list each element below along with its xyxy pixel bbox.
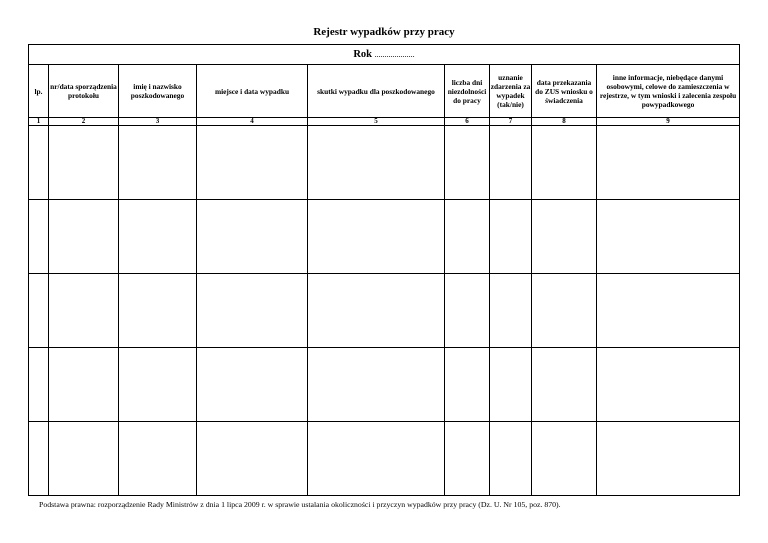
entry-cell[interactable] (29, 200, 49, 274)
entry-cell[interactable] (597, 200, 740, 274)
column-header-place-date: miejsce i data wypadku (197, 65, 308, 118)
column-header-other-info: inne informacje, niebędące danymi osobowymi, celowe do zamieszczenia w rejestrze, w tym wnioski i zalecenia zespołu powypadkowego (597, 65, 740, 118)
entry-cell[interactable] (445, 126, 490, 200)
column-number: 8 (532, 118, 597, 126)
entry-cell[interactable] (119, 200, 197, 274)
entry-cell[interactable] (197, 348, 308, 422)
entry-cell[interactable] (308, 274, 445, 348)
entry-cell[interactable] (29, 126, 49, 200)
entry-cell[interactable] (532, 274, 597, 348)
entry-cell[interactable] (532, 348, 597, 422)
entry-cell[interactable] (490, 348, 532, 422)
document-title: Rejestr wypadków przy pracy (313, 26, 455, 38)
table-row (29, 126, 740, 200)
column-number: 3 (119, 118, 197, 126)
column-header-effects: skutki wypadku dla poszkodowanego (308, 65, 445, 118)
column-number: 9 (597, 118, 740, 126)
column-header-protocol: nr/data sporządzenia protokołu (49, 65, 119, 118)
entry-cell[interactable] (490, 274, 532, 348)
table-row (29, 200, 740, 274)
entry-cell[interactable] (197, 126, 308, 200)
year-field[interactable]: .................... (374, 50, 415, 59)
entry-cell[interactable] (29, 422, 49, 496)
entry-cell[interactable] (197, 200, 308, 274)
entry-cell[interactable] (597, 348, 740, 422)
column-number: 2 (49, 118, 119, 126)
entry-cell[interactable] (119, 126, 197, 200)
entry-cell[interactable] (308, 422, 445, 496)
entry-cell[interactable] (49, 126, 119, 200)
column-number: 6 (445, 118, 490, 126)
entry-cell[interactable] (532, 422, 597, 496)
entry-cell[interactable] (49, 274, 119, 348)
entry-cell[interactable] (597, 274, 740, 348)
column-header-zus-date: data przekazania do ZUS wniosku o świadczenia (532, 65, 597, 118)
table-row (29, 348, 740, 422)
legal-basis-note: Podstawa prawna: rozporządzenie Rady Ministrów z dnia 1 lipca 2009 r. w sprawie ustalania okoliczności i przyczyn wypadków przy pracy (Dz. U. Nr 105, poz. 870). (39, 500, 561, 509)
entry-cell[interactable] (445, 348, 490, 422)
entry-cell[interactable] (532, 200, 597, 274)
column-number: 7 (490, 118, 532, 126)
entry-cell[interactable] (308, 126, 445, 200)
entry-cell[interactable] (490, 422, 532, 496)
entry-cell[interactable] (445, 200, 490, 274)
entry-cell[interactable] (29, 274, 49, 348)
entry-cell[interactable] (490, 200, 532, 274)
column-number: 1 (29, 118, 49, 126)
column-number: 4 (197, 118, 308, 126)
year-cell (29, 45, 740, 65)
entry-cell[interactable] (29, 348, 49, 422)
entry-cell[interactable] (532, 126, 597, 200)
entry-cell[interactable] (119, 274, 197, 348)
column-header-days: liczba dni niezdolności do pracy (445, 65, 490, 118)
entry-cell[interactable] (490, 126, 532, 200)
accident-register-table (28, 44, 740, 496)
year-label: Rok (353, 49, 373, 60)
column-header-recognition: uznanie zdarzenia za wypadek (tak/nie) (490, 65, 532, 118)
entry-cell[interactable] (49, 348, 119, 422)
table-row (29, 274, 740, 348)
entry-cell[interactable] (445, 274, 490, 348)
entry-cell[interactable] (49, 422, 119, 496)
column-number: 5 (308, 118, 445, 126)
entry-cell[interactable] (119, 348, 197, 422)
entry-cell[interactable] (197, 422, 308, 496)
entry-cell[interactable] (445, 422, 490, 496)
entry-cell[interactable] (308, 348, 445, 422)
entry-cell[interactable] (597, 126, 740, 200)
entry-cell[interactable] (197, 274, 308, 348)
entry-cell[interactable] (597, 422, 740, 496)
column-header-lp: lp. (29, 65, 49, 118)
column-header-name: imię i nazwisko poszkodowanego (119, 65, 197, 118)
entry-cell[interactable] (308, 200, 445, 274)
entry-cell[interactable] (49, 200, 119, 274)
table-row (29, 422, 740, 496)
entry-cell[interactable] (119, 422, 197, 496)
